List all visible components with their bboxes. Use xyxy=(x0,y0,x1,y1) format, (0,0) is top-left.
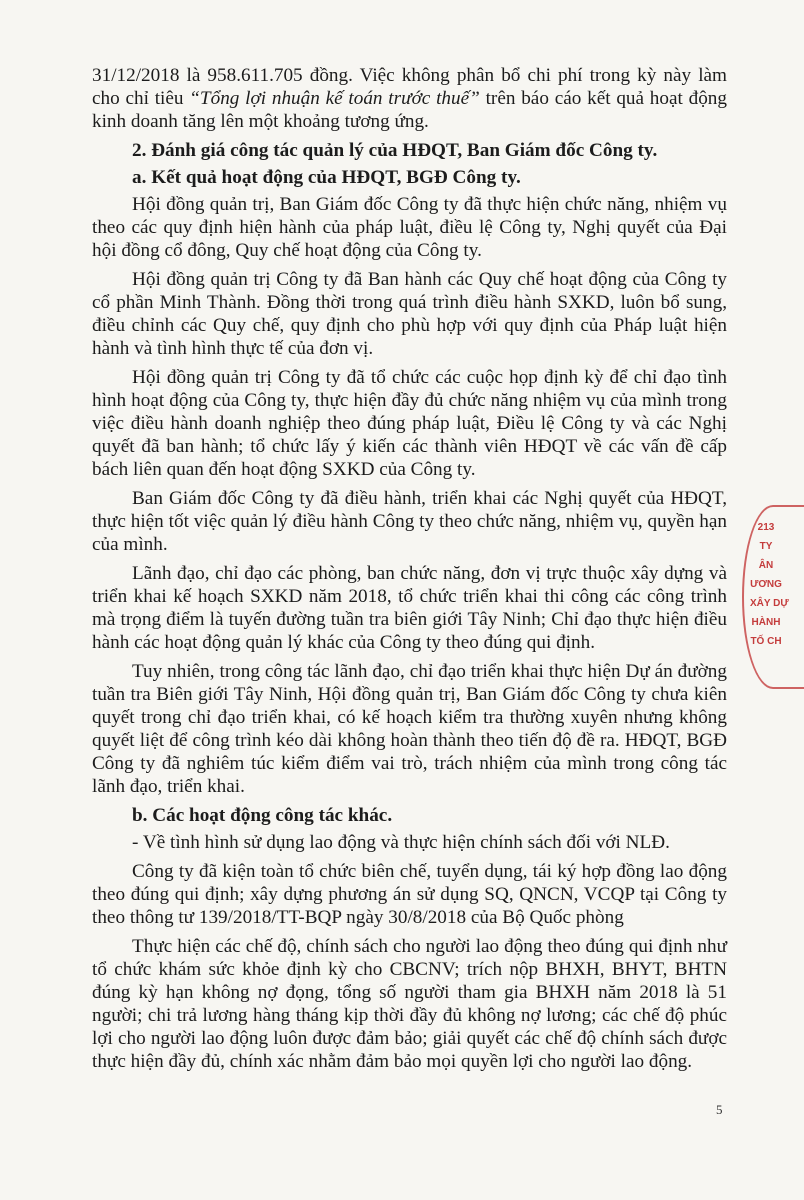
seal-text-line: HÀNH xyxy=(751,617,781,628)
page-number: 5 xyxy=(716,1102,723,1117)
section-heading: a. Kết quả hoạt động của HĐQT, BGĐ Công ty. xyxy=(132,167,521,188)
paragraph: Hội đồng quản trị, Ban Giám đốc Công ty đã thực hiện chức năng, nhiệm vụ theo các quy định hiện hành của pháp luật, điều lệ Công ty, Nghị quyết của Đại hội đồng cổ đông, Quy chế hoạt động của Công ty. xyxy=(92,194,727,261)
section-heading: 2. Đánh giá công tác quản lý của HĐQT, Ban Giám đốc Công ty. xyxy=(132,140,658,161)
document-body xyxy=(92,64,727,1079)
paragraph: Hội đồng quản trị Công ty đã Ban hành các Quy chế hoạt động của Công ty cổ phần Minh Thành. Đồng thời trong quá trình điều hành SXKD, luôn bổ sung, điều chỉnh các Quy chế, quy định cho phù hợp với quy định của Pháp luật hiện hành và tình hình thực tế của đơn vị. xyxy=(92,269,727,359)
seal-text-line: ƯƠNG xyxy=(750,579,782,590)
text-run: 31/12/2018 là 958.611.705 đồng. Việc không phân bổ chi phí trong kỳ này làm cho chỉ tiêu xyxy=(92,65,727,109)
paragraph: - Về tình hình sử dụng lao động và thực hiện chính sách đối với NLĐ. xyxy=(132,832,670,853)
company-seal-text xyxy=(750,518,789,651)
seal-text-line: TỐ CH xyxy=(750,636,782,647)
paragraph xyxy=(92,64,727,133)
seal-text-line: TY xyxy=(759,541,773,552)
paragraph: Hội đồng quản trị Công ty đã tổ chức các cuộc họp định kỳ để chỉ đạo tình hình hoạt động của Công ty, thực hiện đầy đủ chức năng nhiệm vụ của mình trong việc điều hành doanh nghiệp theo đúng pháp luật, Điều lệ Công ty và các Nghị quyết đã ban hành; tổ chức lấy ý kiến các thành viên HĐQT về các vấn đề cấp bách liên quan đến hoạt động SXKD của Công ty. xyxy=(92,367,727,480)
paragraph: Công ty đã kiện toàn tổ chức biên chế, tuyển dụng, tái ký hợp đồng lao động theo đúng qui định; xây dựng phương án sử dụng SQ, QNCN, VCQP tại Công ty theo thông tư 139/2018/TT-BQP ngày 30/8/2018 của Bộ Quốc phòng xyxy=(92,861,727,928)
section-heading: b. Các hoạt động công tác khác. xyxy=(132,805,393,826)
seal-text-line: ÂN xyxy=(758,560,774,571)
text-run: trên báo cáo kết quả hoạt động kinh doanh tăng lên một khoảng tương ứng. xyxy=(92,88,727,132)
seal-text-line: 213 xyxy=(757,522,775,533)
paragraph: Thực hiện các chế độ, chính sách cho người lao động theo đúng qui định như tổ chức khám sức khỏe định kỳ cho CBCNV; trích nộp BHXH, BHYT, BHTN đúng kỳ hạn không nợ đọng, tổng số người tham gia BHXH năm 2018 là 51 người; chi trả lương hàng tháng kịp thời đầy đủ không nợ lương; các chế độ phúc lợi cho người lao động luôn được đảm bảo; giải quyết các chế độ chính sách được thực hiện đầy đủ, chính xác nhằm đảm bảo mọi quyền lợi cho người lao động. xyxy=(92,936,727,1072)
paragraph: Lãnh đạo, chỉ đạo các phòng, ban chức năng, đơn vị trực thuộc xây dựng và triển khai kế hoạch SXKD năm 2018, tổ chức triển khai thi công các công trình mà trọng điểm là tuyến đường tuần tra biên giới Tây Ninh; Chỉ đạo thực hiện điều hành các hoạt động quản lý khác của Công ty theo đúng qui định. xyxy=(92,563,727,653)
seal-text-line: XÂY DỰ xyxy=(750,598,789,609)
paragraph: Ban Giám đốc Công ty đã điều hành, triển khai các Nghị quyết của HĐQT, thực hiện tốt việc quản lý điều hành Công ty theo chức năng, nhiệm vụ, quyền hạn của mình. xyxy=(92,488,727,555)
italic-quote: “Tổng lợi nhuận kế toán trước thuế” xyxy=(189,88,480,109)
paragraph: Tuy nhiên, trong công tác lãnh đạo, chỉ đạo triển khai thực hiện Dự án đường tuần tra Biên giới Tây Ninh, Hội đồng quản trị, Ban Giám đốc Công ty chưa kiên quyết trong chỉ đạo triển khai, có kế hoạch kiểm tra thường xuyên nhưng không quyết liệt để công trình kéo dài không hoàn thành theo tiến độ đề ra. HĐQT, BGĐ Công ty đã nghiêm túc kiểm điểm vai trò, trách nhiệm của mình trong công tác lãnh đạo, triển khai. xyxy=(92,661,727,797)
